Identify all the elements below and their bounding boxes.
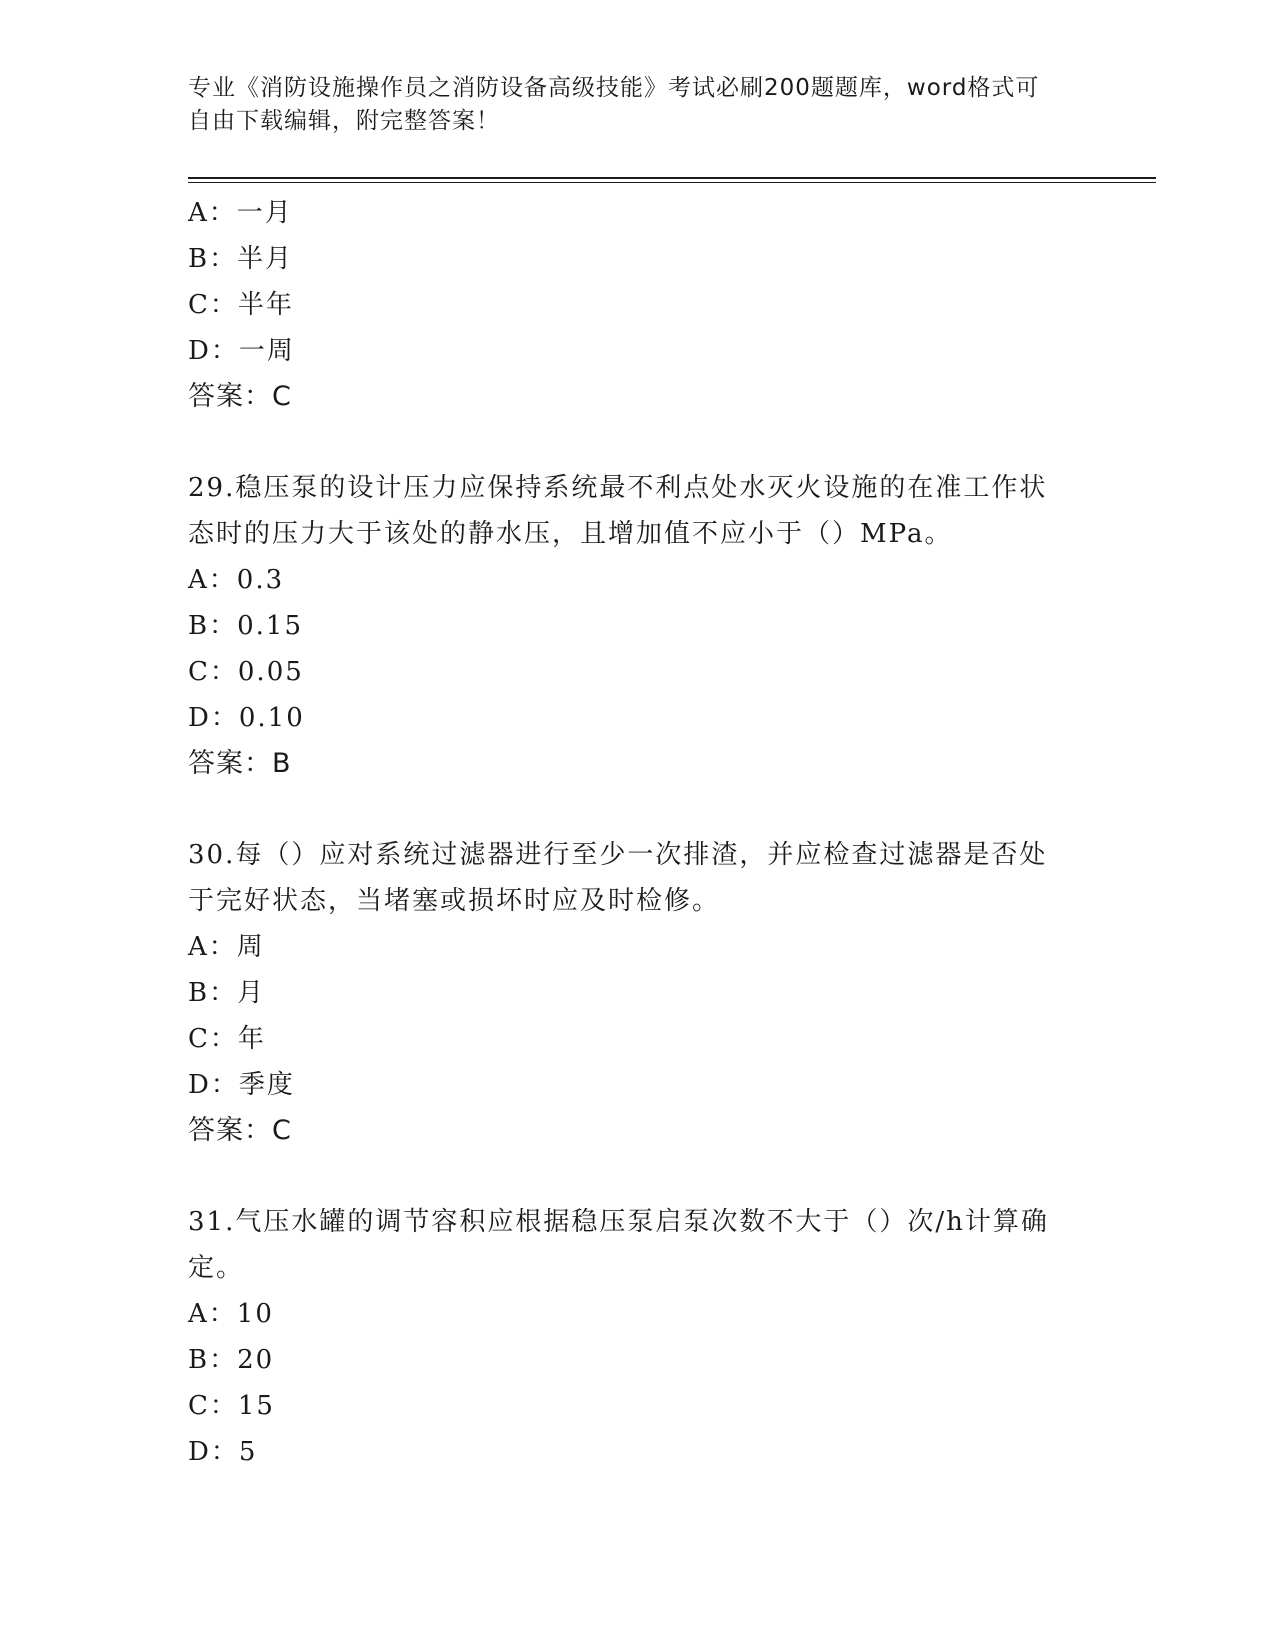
document-header <box>188 72 1088 138</box>
question-text-line-2: 定。 <box>188 1253 245 1283</box>
header-line-2: 自由下载编辑，附完整答案！ <box>188 108 500 134</box>
option-a: A：10 <box>188 1299 274 1329</box>
question-text-line-1: 29.稳压泵的设计压力应保持系统最不利点处水灭火设施的在准工作状 <box>188 473 1048 503</box>
option-a: A：0.3 <box>188 565 285 595</box>
answer-line: 答案：B <box>188 748 292 779</box>
option-b: B：半月 <box>188 244 294 274</box>
question-28-continuation <box>188 190 1088 420</box>
header-divider-thick <box>188 177 1156 179</box>
option-c: C：0.05 <box>188 657 304 687</box>
option-d: D：一周 <box>188 336 295 366</box>
answer-line: 答案：C <box>188 1115 292 1146</box>
option-b: B：月 <box>188 978 266 1008</box>
question-29 <box>188 465 1088 787</box>
header-line-1: 专业《消防设施操作员之消防设备高级技能》考试必刷200题题库，word格式可 <box>188 75 1040 101</box>
option-c: C：年 <box>188 1024 266 1054</box>
option-d: D：5 <box>188 1437 258 1467</box>
option-d: D：季度 <box>188 1070 295 1100</box>
question-text-line-2: 态时的压力大于该处的静水压，且增加值不应小于（）MPa。 <box>188 519 953 549</box>
question-text-line-2: 于完好状态，当堵塞或损坏时应及时检修。 <box>188 886 721 916</box>
option-b: B：20 <box>188 1345 275 1375</box>
header-divider-thin <box>188 182 1156 183</box>
option-c: C：15 <box>188 1391 275 1421</box>
option-d: D：0.10 <box>188 703 305 733</box>
answer-line: 答案：C <box>188 381 292 412</box>
option-c: C：半年 <box>188 290 294 320</box>
question-text-line-1: 31.气压水罐的调节容积应根据稳压泵启泵次数不大于（）次/h计算确 <box>188 1207 1049 1237</box>
option-b: B：0.15 <box>188 611 303 641</box>
question-31 <box>188 1199 1088 1475</box>
option-a: A：一月 <box>188 198 293 228</box>
option-a: A：周 <box>188 932 265 962</box>
question-30 <box>188 832 1088 1154</box>
question-list <box>188 190 1088 1475</box>
question-text-line-1: 30.每（）应对系统过滤器进行至少一次排渣，并应检查过滤器是否处 <box>188 840 1048 870</box>
